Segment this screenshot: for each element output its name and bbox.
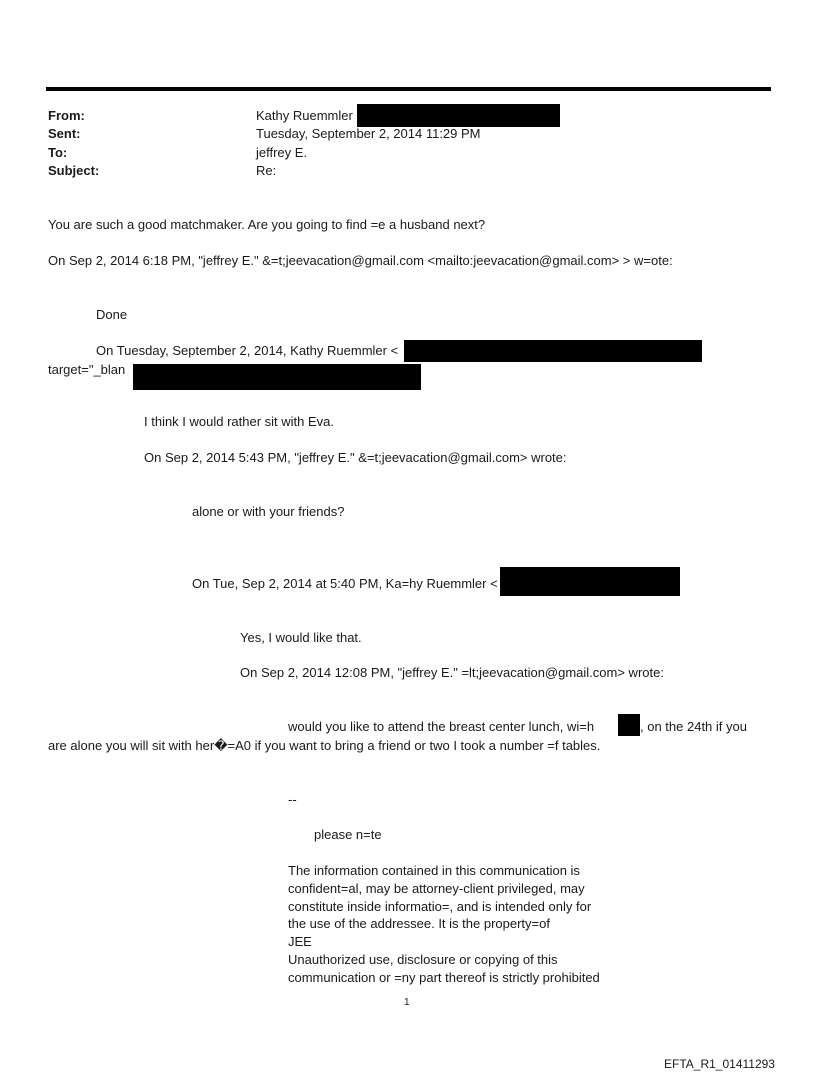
reply-alone: alone or with your friends? — [192, 504, 345, 519]
disclaimer-line: confident=al, may be attorney-client privileged, may — [288, 880, 585, 896]
body-line-1: You are such a good matchmaker. Are you going to find =e a husband next? — [48, 217, 486, 232]
disclaimer-block — [288, 862, 638, 987]
subject-label: Subject: — [48, 163, 100, 178]
to-label: To: — [48, 145, 68, 160]
sent-label: Sent: — [48, 126, 81, 141]
disclaimer-line: The information contained in this communication is — [288, 863, 580, 878]
done-text: Done — [96, 307, 128, 322]
quote-header-2: On Sep 2, 2014 5:43 PM, "jeffrey E." &=t;jeevacation@gmail.com> wrote: — [144, 450, 567, 465]
page-number: 1 — [404, 997, 410, 1008]
from-value: Kathy Ruemmler — [256, 108, 353, 123]
header-rule — [46, 87, 771, 91]
lunch-line-a: would you like to attend the breast center lunch, wi=h — [288, 719, 595, 734]
reply-yes: Yes, I would like that. — [240, 630, 362, 645]
signature-dashes: -- — [288, 792, 297, 807]
to-value: jeffrey E. — [256, 145, 308, 160]
redaction-box — [500, 567, 680, 596]
disclaimer-line: communication or =ny part thereof is strictly prohibited — [288, 969, 600, 985]
sent-value: Tuesday, September 2, 2014 11:29 PM — [256, 126, 481, 141]
lunch-line-c: are alone you will sit with her�=A0 if you want to bring a friend or two I took a number =f tables. — [48, 738, 601, 753]
disclaimer-line: the use of the addressee. It is the property=of — [288, 916, 550, 932]
subject-value: Re: — [256, 163, 277, 178]
quote-header-1-cont: target="_blan — [48, 362, 126, 377]
redaction-box — [618, 714, 640, 736]
redaction-box — [133, 364, 421, 390]
disclaimer-line: constitute inside informatio=, and is intended only for — [288, 898, 592, 914]
please-note: please n=te — [314, 827, 382, 842]
from-label: From: — [48, 108, 85, 123]
lunch-line-b: , on the 24th if you — [640, 719, 747, 734]
document-id: EFTA_R1_01411293 — [664, 1057, 775, 1071]
disclaimer-line: Unauthorized use, disclosure or copying of this — [288, 951, 558, 967]
quote-header-1: On Tuesday, September 2, 2014, Kathy Ruemmler < — [96, 343, 399, 358]
reply-eva: I think I would rather sit with Eva. — [144, 414, 335, 429]
redaction-box — [404, 340, 702, 362]
redaction-box — [357, 104, 560, 127]
quote-header-4: On Sep 2, 2014 12:08 PM, "jeffrey E." =lt;jeevacation@gmail.com> wrote: — [240, 665, 664, 680]
disclaimer-line: JEE — [288, 934, 312, 950]
quote-header-3: On Tue, Sep 2, 2014 at 5:40 PM, Ka=hy Ruemmler < — [192, 576, 498, 591]
body-line-2: On Sep 2, 2014 6:18 PM, "jeffrey E." &=t;jeevacation@gmail.com <mailto:jeevacation@gmail.com> > w=ote: — [48, 253, 673, 268]
